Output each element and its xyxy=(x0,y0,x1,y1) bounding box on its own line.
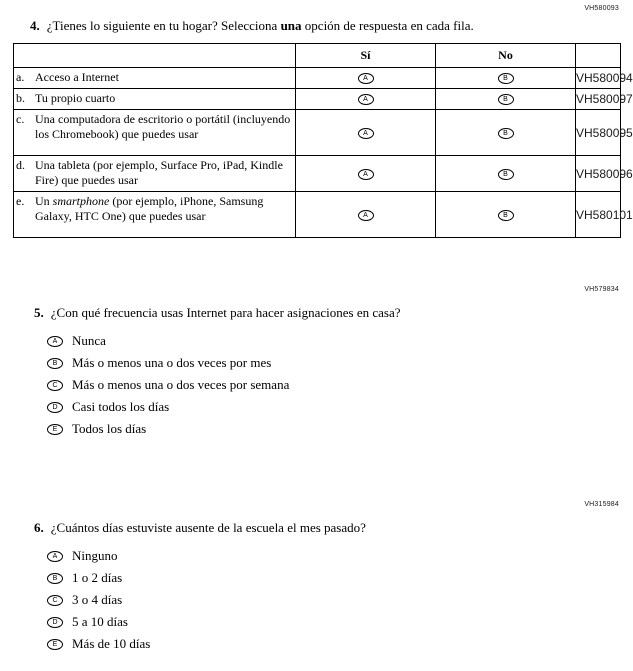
answer-bubble[interactable]: C xyxy=(47,595,63,606)
header-yes: Sí xyxy=(296,44,436,68)
item-code-q6: VH315984 xyxy=(584,501,619,508)
answer-bubble[interactable]: B xyxy=(47,358,63,369)
row-c-no-cell xyxy=(436,110,576,156)
question-6-text: ¿Cuántos días estuviste ausente de la escuela el mes pasado? xyxy=(50,520,366,535)
answer-bubble-yes[interactable]: A xyxy=(358,210,374,221)
row-b-label: b. xyxy=(16,91,25,105)
answer-label: Casi todos los días xyxy=(72,399,170,414)
question-4-text-post: opción de respuesta en cada fila. xyxy=(301,18,474,33)
row-e-label: e. xyxy=(16,194,25,208)
row-c-text: Una computadora de escritorio o portátil (incluyendo los Chromebook) que puedes usar xyxy=(35,112,291,141)
row-a-text: Acceso a Internet xyxy=(35,70,119,84)
question-4-table xyxy=(13,43,633,238)
answer-option[interactable] xyxy=(47,593,633,607)
row-d-code: VH580096 xyxy=(576,156,621,192)
answer-bubble[interactable]: B xyxy=(47,573,63,584)
row-c-stem xyxy=(14,110,296,156)
row-e-code: VH580101 xyxy=(576,192,621,238)
answer-option[interactable] xyxy=(47,400,633,414)
answer-label: 1 o 2 días xyxy=(72,570,123,585)
question-4-text xyxy=(47,18,474,33)
row-b-text: Tu propio cuarto xyxy=(35,91,116,105)
answer-bubble[interactable]: A xyxy=(47,551,63,562)
row-c-yes-cell xyxy=(296,110,436,156)
header-no: No xyxy=(436,44,576,68)
answer-option[interactable] xyxy=(47,615,633,629)
table-row-c xyxy=(14,110,621,156)
answer-label: Todos los días xyxy=(72,421,147,436)
row-b-yes-cell xyxy=(296,89,436,110)
answer-label: Más o menos una o dos veces por mes xyxy=(72,355,272,370)
question-6-options xyxy=(47,549,633,651)
answer-option[interactable] xyxy=(47,571,633,585)
row-e-text-pre: Un xyxy=(35,194,53,208)
question-5-text: ¿Con qué frecuencia usas Internet para hacer asignaciones en casa? xyxy=(50,305,401,320)
answer-label: Más de 10 días xyxy=(72,636,151,651)
answer-bubble[interactable]: A xyxy=(47,336,63,347)
row-d-no-cell xyxy=(436,156,576,192)
question-6-number: 6. xyxy=(34,520,44,535)
row-c-label: c. xyxy=(16,112,25,126)
question-5-number: 5. xyxy=(34,305,44,320)
answer-bubble-yes[interactable]: A xyxy=(358,128,374,139)
answer-option[interactable] xyxy=(47,637,633,651)
answer-bubble-yes[interactable]: A xyxy=(358,94,374,105)
row-e-stem xyxy=(14,192,296,238)
question-5-options xyxy=(47,334,633,436)
row-c-code: VH580095 xyxy=(576,110,621,156)
row-e-yes-cell xyxy=(296,192,436,238)
answer-option[interactable] xyxy=(47,422,633,436)
row-b-no-cell xyxy=(436,89,576,110)
question-4 xyxy=(30,17,633,34)
row-e-text-italic: smartphone xyxy=(52,194,110,208)
header-empty xyxy=(14,44,296,68)
answer-option[interactable] xyxy=(47,334,633,348)
row-e-text xyxy=(35,194,291,224)
row-b-stem xyxy=(14,89,296,110)
question-4-number: 4. xyxy=(30,18,40,33)
question-4-bold-word: una xyxy=(280,18,302,33)
row-d-yes-cell xyxy=(296,156,436,192)
row-a-no-cell xyxy=(436,68,576,89)
row-d-stem xyxy=(14,156,296,192)
row-d-label: d. xyxy=(16,158,25,172)
row-d-text: Una tableta (por ejemplo, Surface Pro, iPad, Kindle Fire) que puedes usar xyxy=(35,158,283,187)
question-6 xyxy=(34,519,633,536)
row-b-code: VH580097 xyxy=(576,89,621,110)
row-e-text-post: (por ejemplo, iPhone, Samsung Galaxy, HTC One) que puedes usar xyxy=(35,194,264,223)
answer-bubble-no[interactable]: B xyxy=(498,128,514,139)
answer-bubble-no[interactable]: B xyxy=(498,94,514,105)
row-a-code: VH580094 xyxy=(576,68,621,89)
table-header-row xyxy=(14,44,621,68)
row-a-stem xyxy=(14,68,296,89)
answer-bubble-yes[interactable]: A xyxy=(358,169,374,180)
answer-label: Nunca xyxy=(72,333,106,348)
table-row-d xyxy=(14,156,621,192)
answer-label: Ninguno xyxy=(72,548,118,563)
row-a-label: a. xyxy=(16,70,25,84)
table-row-e xyxy=(14,192,621,238)
answer-bubble[interactable]: D xyxy=(47,402,63,413)
answer-label: Más o menos una o dos veces por semana xyxy=(72,377,290,392)
question-4-text-pre: ¿Tienes lo siguiente en tu hogar? Selecciona xyxy=(46,18,281,33)
answer-option[interactable] xyxy=(47,378,633,392)
item-code-q5: VH579834 xyxy=(584,286,619,293)
table-row-b xyxy=(14,89,621,110)
header-code-empty xyxy=(576,44,621,68)
row-a-yes-cell xyxy=(296,68,436,89)
answer-bubble[interactable]: E xyxy=(47,639,63,650)
answer-bubble-no[interactable]: B xyxy=(498,73,514,84)
question-5 xyxy=(34,304,633,321)
answer-option[interactable] xyxy=(47,549,633,563)
answer-option[interactable] xyxy=(47,356,633,370)
table-row-a xyxy=(14,68,621,89)
answer-bubble[interactable]: E xyxy=(47,424,63,435)
answer-bubble-no[interactable]: B xyxy=(498,210,514,221)
answer-bubble[interactable]: C xyxy=(47,380,63,391)
answer-label: 5 a 10 días xyxy=(72,614,128,629)
answer-bubble-no[interactable]: B xyxy=(498,169,514,180)
row-e-no-cell xyxy=(436,192,576,238)
item-code-q4: VH580093 xyxy=(584,5,619,12)
answer-bubble-yes[interactable]: A xyxy=(358,73,374,84)
answer-label: 3 o 4 días xyxy=(72,592,123,607)
answer-bubble[interactable]: D xyxy=(47,617,63,628)
